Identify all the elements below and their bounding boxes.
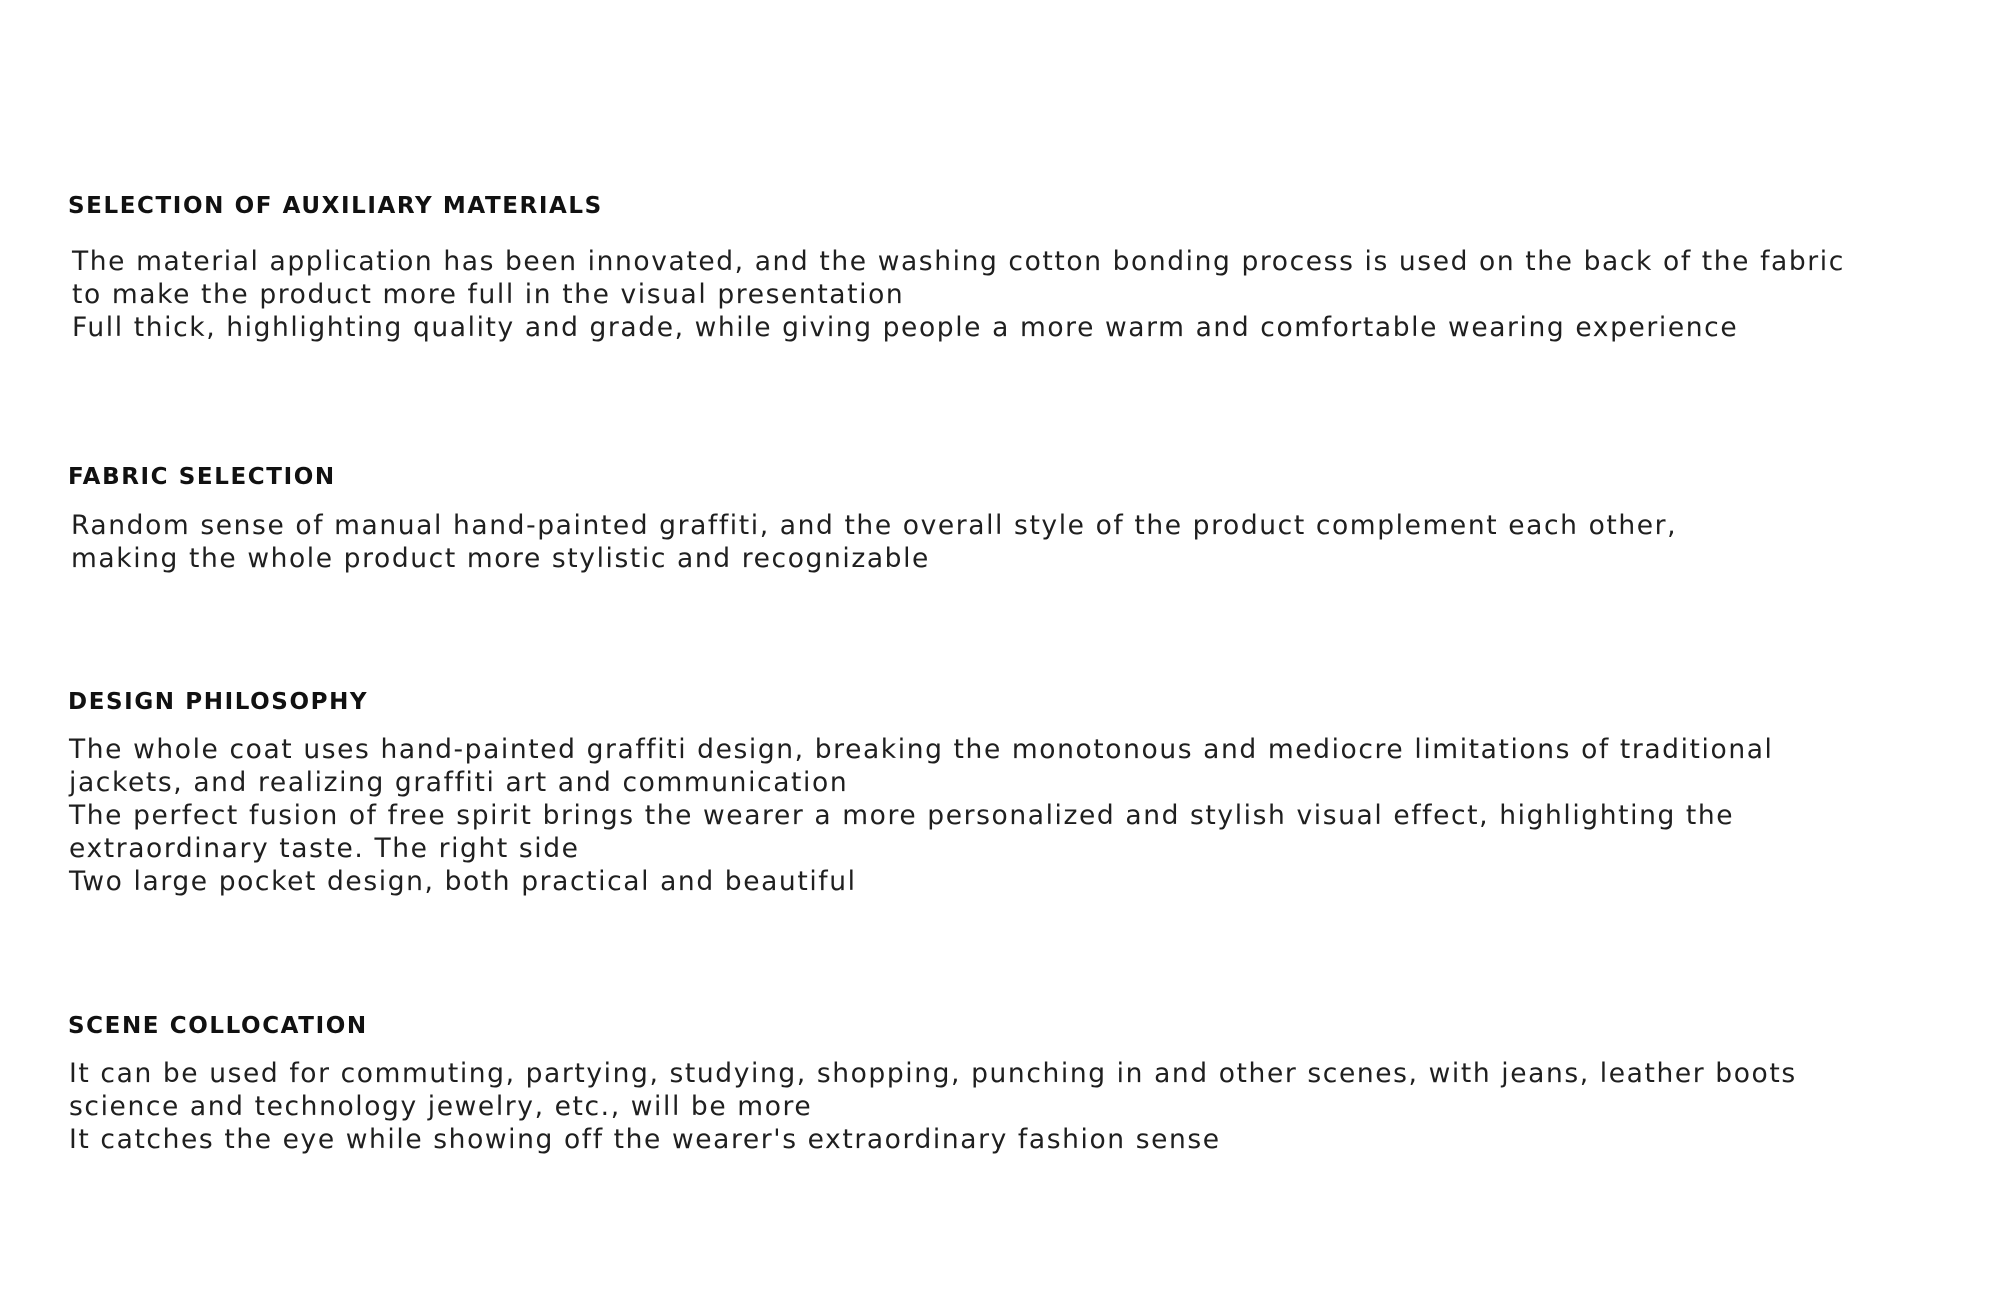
section-body bbox=[72, 245, 1845, 344]
body-line: science and technology jewelry, etc., will be more bbox=[69, 1091, 813, 1122]
body-line: Full thick, highlighting quality and grade, while giving people a more warm and comfortable wearing experience bbox=[72, 312, 1739, 343]
section-body bbox=[71, 509, 1677, 575]
body-line: The whole coat uses hand-painted graffiti design, breaking the monotonous and mediocre limitations of traditional bbox=[69, 734, 1774, 765]
section-heading: FABRIC SELECTION bbox=[68, 464, 336, 490]
body-line: Two large pocket design, both practical and beautiful bbox=[69, 866, 857, 897]
section-scene-collocation bbox=[68, 1012, 1888, 1155]
section-auxiliary-materials bbox=[68, 192, 1888, 343]
section-body bbox=[69, 733, 1774, 898]
body-line: Random sense of manual hand-painted graffiti, and the overall style of the product complement each other, bbox=[71, 510, 1678, 541]
body-line: extraordinary taste. The right side bbox=[69, 833, 580, 864]
section-heading: DESIGN PHILOSOPHY bbox=[68, 689, 369, 715]
body-line: The material application has been innovated, and the washing cotton bonding process is used on the back of the fabric bbox=[72, 246, 1845, 277]
body-line: making the whole product more stylistic and recognizable bbox=[71, 543, 930, 574]
body-line: It catches the eye while showing off the wearer's extraordinary fashion sense bbox=[69, 1124, 1221, 1155]
body-line: It can be used for commuting, partying, studying, shopping, punching in and other scenes, with jeans, leather boots bbox=[69, 1058, 1797, 1089]
body-line: jackets, and realizing graffiti art and communication bbox=[69, 767, 849, 798]
body-line: to make the product more full in the visual presentation bbox=[72, 279, 905, 310]
section-heading: SELECTION OF AUXILIARY MATERIALS bbox=[68, 193, 603, 219]
section-heading: SCENE COLLOCATION bbox=[68, 1013, 368, 1039]
body-line: The perfect fusion of free spirit brings the wearer a more personalized and stylish visual effect, highlighting the bbox=[69, 800, 1735, 831]
section-body bbox=[69, 1057, 1797, 1156]
section-fabric-selection bbox=[68, 463, 1888, 574]
section-design-philosophy bbox=[68, 688, 1888, 897]
